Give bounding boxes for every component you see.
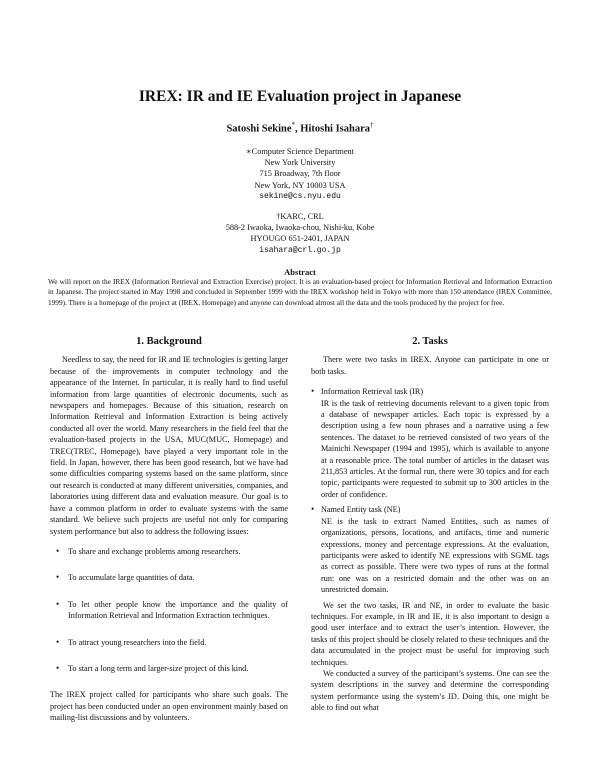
- affiliation-2-email: isahara@crl.go.jp: [259, 245, 341, 255]
- task-body: NE is the task to extract Named Entities, such as names of organizations, persons, locations, and artifacts, time and numeric expressions, money and percentage expressions. At the evaluation, participants were asked to identify NE expressions with SGML tags as correct as possible. There were two types of runs at the formal run: one was on a restricted domain and the other was on an unrestricted domain.: [321, 516, 549, 595]
- right-column: [311, 336, 549, 714]
- section-2-paragraph: We set the two tasks, IR and NE, in order to evaluate the basic techniques. For example, in IR and IE, it is also important to design a good user interface and to extract the user’s intention. However, the tasks of this project should be closely related to these techniques and the data accumulated in the project must be useful for improving such techniques.: [311, 600, 549, 667]
- list-item: • To start a long term and larger-size project of this kind.: [50, 663, 288, 674]
- affiliation-1-line: 715 Broadway, 7th floor: [259, 169, 341, 179]
- affiliation-1-line: ∗Computer Science Department: [246, 147, 354, 156]
- section-2-intro: There were two tasks in IREX. Anyone can participate in one or both tasks.: [311, 355, 549, 376]
- affiliation-1-email: sekine@cs.nyu.edu: [259, 191, 341, 201]
- section-2-paragraph: We conducted a survey of the participant’s systems. One can see the system descriptions in the survey and determine the corresponding system performance using the system’s ID. Doing this, one might be able to find out what: [311, 668, 549, 713]
- affiliation-2: [0, 211, 600, 256]
- task-title: • Named Entity task (NE): [321, 505, 401, 515]
- abstract-text: We will report on the IREX (Information Retrieval and Extraction Exercise) project. It is an evaluation-based project for Information Retrieval and Information Extraction in Japanese. The project started in May 1998 and concluded in September 1999 with the IREX workshop held in Tokyo with more than 150 attendance (IREX Committee, 1999). There is a homepage of the project at (IREX, Homepage) and anyone can download almost all the data and the tools produced by the project for free.: [48, 277, 552, 307]
- issues-list: [50, 546, 288, 674]
- paper-title: IREX: IR and IE Evaluation project in Japanese: [138, 88, 462, 105]
- section-1-paragraph: Needless to say, the need for IR and IE technologies is getting larger because of the improvements in computer technology and the appearance of the Internet. In particular, it is really hard to find useful information from large quantities of electronic documents, such as newspapers and homepages. Because of this situation, research on Information Retrieval and Information Extraction is being actively conducted all over the world. Many researchers in the field feel that the evaluation-based projects in the USA, MUC(MUC, Homepage) and TREC(TREC, Homepage), have played a very important role in the field. In Japan, however, there has been good research, but we have had some difficulties comparing systems based on the same platform, since our research is conducted at many different universities, companies, and laboratories using different data and evaluation measure. Our goal is to have a common platform in order to evaluate systems with the same standard. We believe such projects are useful not only for comparing system performance but also to address the following issues:: [50, 355, 288, 536]
- affiliation-1-line: New York University: [264, 158, 336, 168]
- affiliation-2-line: 588-2 Iwaoka, Iwaoka-chou, Nishi-ku, Kobe: [225, 223, 375, 233]
- task-body: IR is the task of retrieving documents relevant to a given topic from a database of newspaper articles. Each topic is expressed by a description using a few noun phrases and a narrative using a few sentences. The dataset to be retrieved consisted of two years of the Mainichi Newspaper (1994 and 1995), which is available to anyone at a reasonable price. The total number of articles in the dataset was 211,853 articles. At the formal run, there were 30 topics and for each topic, participants were requested to submit up to 300 articles in the order of confidence.: [321, 398, 549, 499]
- section-1-heading: 1. Background: [136, 336, 202, 347]
- abstract-heading: Abstract: [284, 267, 316, 277]
- affiliation-1: [0, 146, 600, 202]
- list-item: [311, 386, 549, 500]
- section-2-heading: 2. Tasks: [412, 336, 448, 347]
- affiliation-2-line: †KARC, CRL: [276, 212, 324, 221]
- author-line: [0, 121, 600, 135]
- author-separator: ,: [295, 123, 301, 135]
- affiliation-1-line: New York, NY 10003 USA: [254, 180, 346, 190]
- list-item: • To attract young researchers into the field.: [50, 637, 288, 648]
- list-item: • To accumulate large quantities of data.: [50, 572, 288, 583]
- affiliation-2-line: HYOUGO 651-2401, JAPAN: [250, 234, 350, 244]
- task-list: [311, 386, 549, 595]
- section-1-paragraph-2: The IREX project called for participants who share such goals. The project has been conducted under an open environment mainly based on mailing-list discussions and by volunteers.: [50, 690, 288, 723]
- author-2-mark: †: [370, 121, 374, 129]
- author-1-mark: *: [291, 121, 296, 129]
- left-column: [50, 336, 288, 724]
- list-item: • To let other people know the importance and the quality of Information Retrieval and Information Extraction techniques.: [50, 599, 288, 622]
- author-2: Hitoshi Isahara: [300, 123, 371, 135]
- task-title: • Information Retrieval task (IR): [321, 387, 424, 397]
- list-item: [311, 504, 549, 595]
- list-item: • To share and exchange problems among researchers.: [50, 546, 288, 557]
- author-1: Satoshi Sekine: [226, 123, 292, 135]
